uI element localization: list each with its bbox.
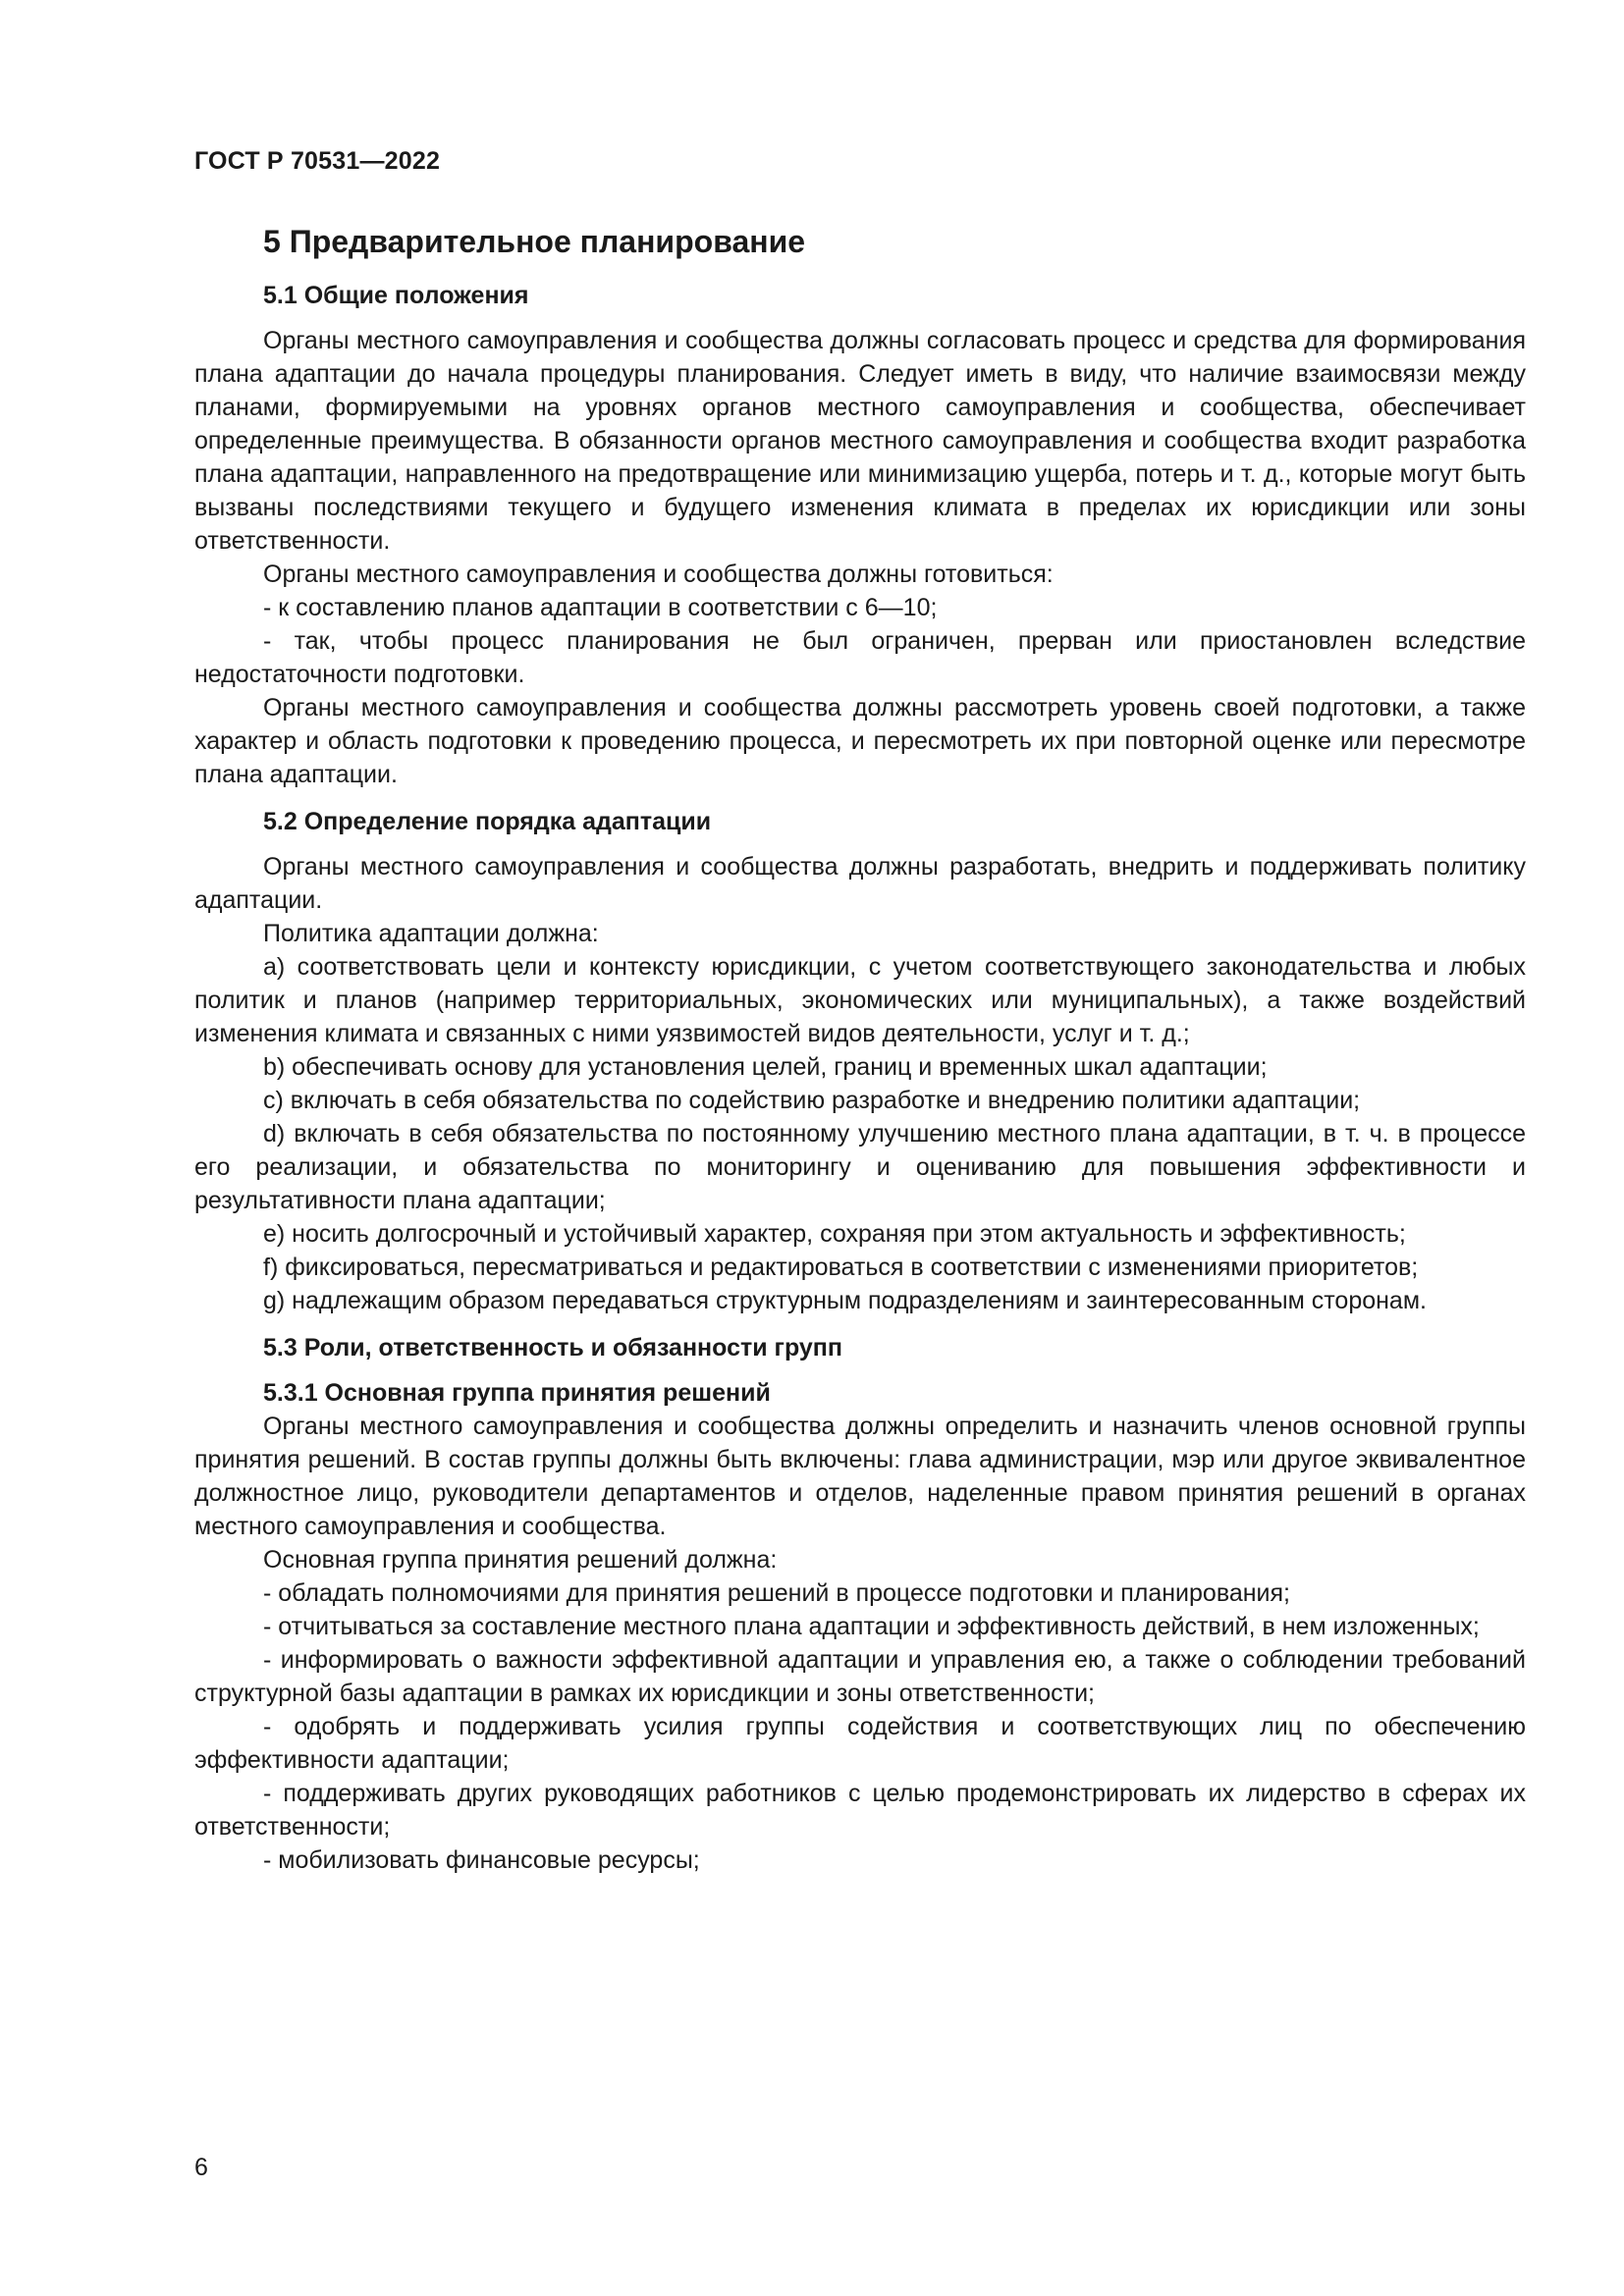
list-item: - так, чтобы процесс планирования не был ограничен, прерван или приостановлен вследствие недостаточности подготовки. bbox=[194, 627, 1526, 688]
section-title: 5 Предварительное планирование bbox=[263, 224, 806, 259]
paragraph: Органы местного самоуправления и сообщества должны согласовать процесс и средства для формирования плана адаптации до начала процедуры планирования. Следует иметь в виду, что наличие взаимосвязи между планами, формируемыми на уровнях органов местного самоуправления и сообщества, обеспечивает определенные преимущества. В обязанности органов местного самоуправления и сообщества входит разработка плана адаптации, направленного на предотвращение или минимизацию ущерба, потерь и т. д., которые могут быть вызваны последствиями текущего и будущего изменения климата в пределах их юрисдикции или зоны ответственности. bbox=[194, 327, 1526, 555]
paragraph: Политика адаптации должна: bbox=[263, 920, 599, 947]
list-item: - к составлению планов адаптации в соответствии с 6—10; bbox=[263, 594, 938, 621]
list-item: a) соответствовать цели и контексту юрисдикции, с учетом соответствующего законодательства и любых политик и планов (например территориальных, экономических или муниципальных), а также воздействий изменения климата и связанных с ними уязвимостей видов деятельности, услуг и т. д.; bbox=[194, 953, 1526, 1047]
document-header: ГОСТ Р 70531—2022 bbox=[194, 147, 441, 175]
list-item: - мобилизовать финансовые ресурсы; bbox=[263, 1846, 700, 1874]
subsection-title-5-1: 5.1 Общие положения bbox=[263, 282, 529, 309]
list-item: b) обеспечивать основу для установления целей, границ и временных шкал адаптации; bbox=[263, 1053, 1268, 1081]
list-item: - отчитываться за составление местного плана адаптации и эффективность действий, в нем изложенных; bbox=[263, 1613, 1480, 1640]
document-body bbox=[194, 222, 1526, 1877]
page-number: 6 bbox=[194, 2154, 208, 2181]
subsubsection-title-5-3-1: 5.3.1 Основная группа принятия решений bbox=[263, 1379, 771, 1407]
list-item: f) фиксироваться, пересматриваться и редактироваться в соответствии с изменениями приоритетов; bbox=[263, 1254, 1419, 1281]
list-item: c) включать в себя обязательства по содействию разработке и внедрению политики адаптации; bbox=[263, 1087, 1361, 1114]
list-item: e) носить долгосрочный и устойчивый характер, сохраняя при этом актуальность и эффективность; bbox=[263, 1220, 1406, 1248]
paragraph: Органы местного самоуправления и сообщества должны определить и назначить членов основной группы принятия решений. В состав группы должны быть включены: глава администрации, мэр или другое эквивалентное должностное лицо, руководители департаментов и отделов, наделенные правом принятия решений в органах местного самоуправления и сообщества. bbox=[194, 1413, 1526, 1540]
list-item: - обладать полномочиями для принятия решений в процессе подготовки и планирования; bbox=[263, 1579, 1290, 1607]
list-item: g) надлежащим образом передаваться структурным подразделениям и заинтересованным сторонам. bbox=[263, 1287, 1427, 1314]
paragraph: Органы местного самоуправления и сообщества должны готовиться: bbox=[263, 561, 1054, 588]
list-item: d) включать в себя обязательства по постоянному улучшению местного плана адаптации, в т. ч. в процессе его реализации, и обязательства по мониторингу и оцениванию для повышения эффективности и результативности плана адаптации; bbox=[194, 1120, 1526, 1214]
subsection-title-5-2: 5.2 Определение порядка адаптации bbox=[263, 808, 712, 835]
subsection-title-5-3: 5.3 Роли, ответственность и обязанности групп bbox=[263, 1334, 843, 1362]
list-item: - одобрять и поддерживать усилия группы содействия и соответствующих лиц по обеспечению эффективности адаптации; bbox=[194, 1713, 1526, 1774]
paragraph: Основная группа принятия решений должна: bbox=[263, 1546, 778, 1574]
paragraph: Органы местного самоуправления и сообщества должны рассмотреть уровень своей подготовки, а также характер и область подготовки к проведению процесса, и пересмотреть их при повторной оценке или пересмотре плана адаптации. bbox=[194, 694, 1526, 788]
list-item: - поддерживать других руководящих работников с целью продемонстрировать их лидерство в сферах их ответственности; bbox=[194, 1780, 1526, 1841]
paragraph: Органы местного самоуправления и сообщества должны разработать, внедрить и поддерживать политику адаптации. bbox=[194, 853, 1526, 914]
list-item: - информировать о важности эффективной адаптации и управления ею, а также о соблюдении требований структурной базы адаптации в рамках их юрисдикции и зоны ответственности; bbox=[194, 1646, 1526, 1707]
